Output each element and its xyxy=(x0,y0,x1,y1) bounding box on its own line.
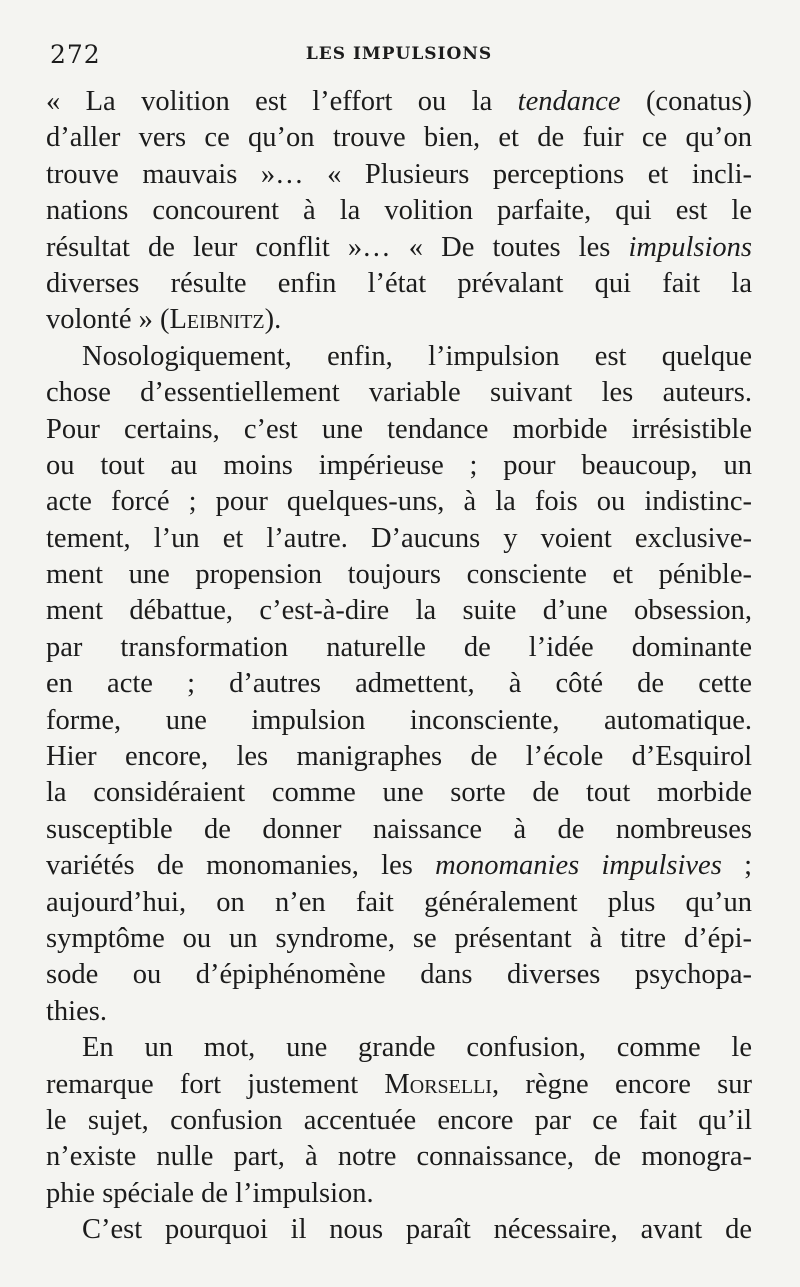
text-span: résultat de leur conflit »… « De toutes les xyxy=(46,231,629,263)
text-line xyxy=(46,412,752,448)
page-header xyxy=(46,38,752,78)
text-span: chose d’essentiellement variable suivant les auteurs. xyxy=(46,377,752,409)
text-span: Pour certains, c’est une tendance morbide irrésistible xyxy=(46,413,752,445)
text-span: ; xyxy=(721,850,753,882)
text-span: la considéraient comme une sorte de tout morbide xyxy=(46,777,752,809)
text-line xyxy=(46,157,752,193)
page-number: 272 xyxy=(50,40,101,69)
italic-text: tendance xyxy=(517,86,621,117)
text-line xyxy=(46,848,752,884)
text-span: acte forcé ; pour quelques-uns, à la fois ou indistinc- xyxy=(46,486,752,518)
text-span: aujourd’hui, on n’en fait généralement plus qu’un xyxy=(46,886,752,918)
text-span: forme, une impulsion inconsciente, automatique. xyxy=(46,704,752,736)
text-line xyxy=(46,484,752,520)
text-span: remarque fort justement xyxy=(46,1068,385,1100)
text-line xyxy=(46,1212,752,1248)
text-span: sode ou d’épiphénomène dans diverses psychopa- xyxy=(46,959,752,991)
text-line xyxy=(46,593,752,629)
text-span: trouve mauvais »… « Plusieurs perceptions et incli- xyxy=(46,158,752,190)
text-line xyxy=(46,812,752,848)
text-span: ment débattue, c’est-à-dire la suite d’une obsession, xyxy=(46,595,752,627)
italic-text: monomanies impulsives xyxy=(435,850,722,882)
text-span: susceptible de donner naissance à de nombreuses xyxy=(46,813,752,845)
text-span: ou tout au moins impérieuse ; pour beaucoup, un xyxy=(46,449,752,481)
text-line xyxy=(46,994,752,1030)
text-line xyxy=(46,339,752,375)
text-line xyxy=(46,1103,752,1139)
text-line xyxy=(46,521,752,557)
text-span: en acte ; d’autres admettent, à côté de cette xyxy=(46,668,752,700)
text-line xyxy=(46,266,752,302)
text-line xyxy=(46,193,752,229)
text-line xyxy=(46,1067,752,1103)
text-line xyxy=(46,666,752,702)
text-line xyxy=(46,739,752,775)
text-line xyxy=(46,1139,752,1175)
text-line xyxy=(46,957,752,993)
text-span: par transformation naturelle de l’idée dominante xyxy=(46,631,752,663)
text-span: n’existe nulle part, à notre connaissance, de monogra- xyxy=(46,1141,752,1173)
text-line xyxy=(46,557,752,593)
text-span: tement, l’un et l’autre. D’aucuns y voient exclusive- xyxy=(46,522,752,554)
italic-text: impulsions xyxy=(628,231,752,263)
text-line xyxy=(46,630,752,666)
text-span: ). xyxy=(264,304,282,336)
text-line xyxy=(46,120,752,156)
text-line xyxy=(46,84,752,120)
text-line xyxy=(46,1030,752,1066)
text-span: thies. xyxy=(46,995,107,1027)
author-name: Morselli xyxy=(384,1068,492,1100)
text-span: « La volition est l’effort ou la xyxy=(46,86,518,117)
body-text xyxy=(46,84,752,1249)
text-span: nations concourent à la volition parfaite, qui est le xyxy=(46,195,752,227)
text-span: (conatus) xyxy=(620,86,752,117)
text-span: symptôme ou un syndrome, se présentant à titre d’épi- xyxy=(46,922,752,954)
text-line xyxy=(46,703,752,739)
text-line xyxy=(46,448,752,484)
text-span: variétés de monomanies, les xyxy=(46,850,436,882)
author-name: Leibnitz xyxy=(169,304,265,336)
text-span: , règne encore sur xyxy=(491,1068,752,1100)
text-span: diverses résulte enfin l’état prévalant qui fait la xyxy=(46,267,752,299)
text-span: C’est pourquoi il nous paraît nécessaire, avant de xyxy=(82,1214,752,1246)
text-line xyxy=(46,1176,752,1212)
text-span: Hier encore, les manigraphes de l’école d’Esquirol xyxy=(46,741,752,773)
text-span: Nosologiquement, enfin, l’impulsion est quelque xyxy=(82,340,752,372)
text-line xyxy=(46,921,752,957)
text-span: d’aller vers ce qu’on trouve bien, et de fuir ce qu’on xyxy=(46,122,752,154)
text-span: volonté » ( xyxy=(46,304,170,336)
text-span: ment une propension toujours consciente et pénible- xyxy=(46,559,752,591)
running-title: LES IMPULSIONS xyxy=(305,44,493,64)
text-line xyxy=(46,375,752,411)
text-line xyxy=(46,775,752,811)
text-line xyxy=(46,302,752,338)
text-span: le sujet, confusion accentuée encore par ce fait qu’il xyxy=(46,1104,752,1136)
text-line xyxy=(46,885,752,921)
text-span: phie spéciale de l’impulsion. xyxy=(46,1177,374,1209)
text-span: En un mot, une grande confusion, comme le xyxy=(82,1032,752,1064)
text-line xyxy=(46,230,752,266)
